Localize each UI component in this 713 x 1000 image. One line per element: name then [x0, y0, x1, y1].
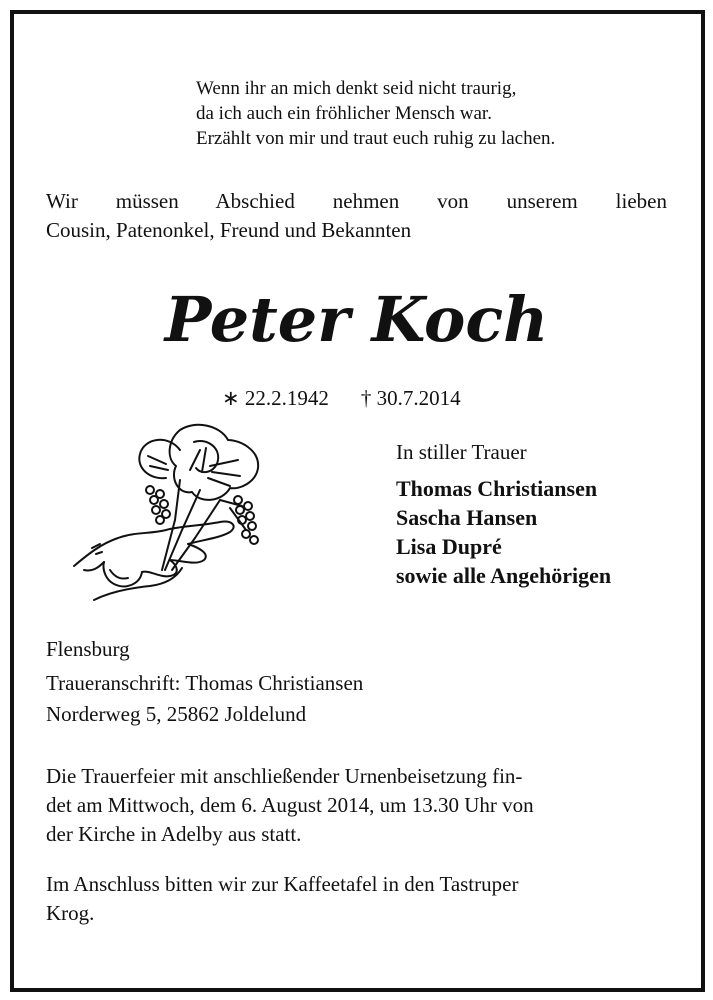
coffee-line: Im Anschluss bitten wir zur Kaffeetafel in den Tastruper — [46, 872, 519, 896]
ceremony-line: Die Trauerfeier mit anschließender Urnenbeisetzung fin- — [46, 764, 523, 788]
mourner-name: Sascha Hansen — [396, 505, 538, 530]
intro-text — [46, 187, 667, 245]
poem-line: Erzählt von mir und traut euch ruhig zu lachen. — [196, 128, 556, 149]
mourner-name: Lisa Dupré — [396, 534, 502, 559]
coffee-line: Krog. — [46, 901, 95, 925]
hand-with-flowers-icon — [70, 420, 270, 610]
ceremony-line: der Kirche in Adelby aus statt. — [46, 822, 302, 846]
death-date: † 30.7.2014 — [360, 386, 461, 410]
ceremony-text — [46, 762, 667, 849]
mourning-address-label: Traueranschrift: Thomas Christiansen — [46, 671, 364, 695]
ceremony-line: det am Mittwoch, dem 6. August 2014, um 13.30 Uhr von — [46, 793, 534, 817]
poem — [196, 76, 666, 151]
city: Flensburg — [46, 637, 130, 661]
intro-line: Wir müssen Abschied nehmen von unserem lieben — [46, 189, 667, 213]
mourner-name: sowie alle Angehörigen — [396, 563, 612, 588]
mourner-name: Thomas Christiansen — [396, 476, 598, 501]
birth-date: ∗ 22.2.1942 — [222, 386, 329, 410]
poem-line: Wenn ihr an mich denkt seid nicht traurig, — [196, 78, 517, 99]
poem-line: da ich auch ein fröhlicher Mensch war. — [196, 103, 492, 124]
deceased-name: Peter Koch — [164, 283, 549, 356]
mourners-block — [396, 438, 611, 590]
address-block — [46, 634, 363, 730]
life-dates — [222, 384, 461, 412]
mourning-address-street: Norderweg 5, 25862 Joldelund — [46, 702, 307, 726]
coffee-text — [46, 870, 667, 928]
intro-line: Cousin, Patenonkel, Freund und Bekannten — [46, 218, 412, 242]
mourners-heading: In stiller Trauer — [396, 440, 527, 464]
